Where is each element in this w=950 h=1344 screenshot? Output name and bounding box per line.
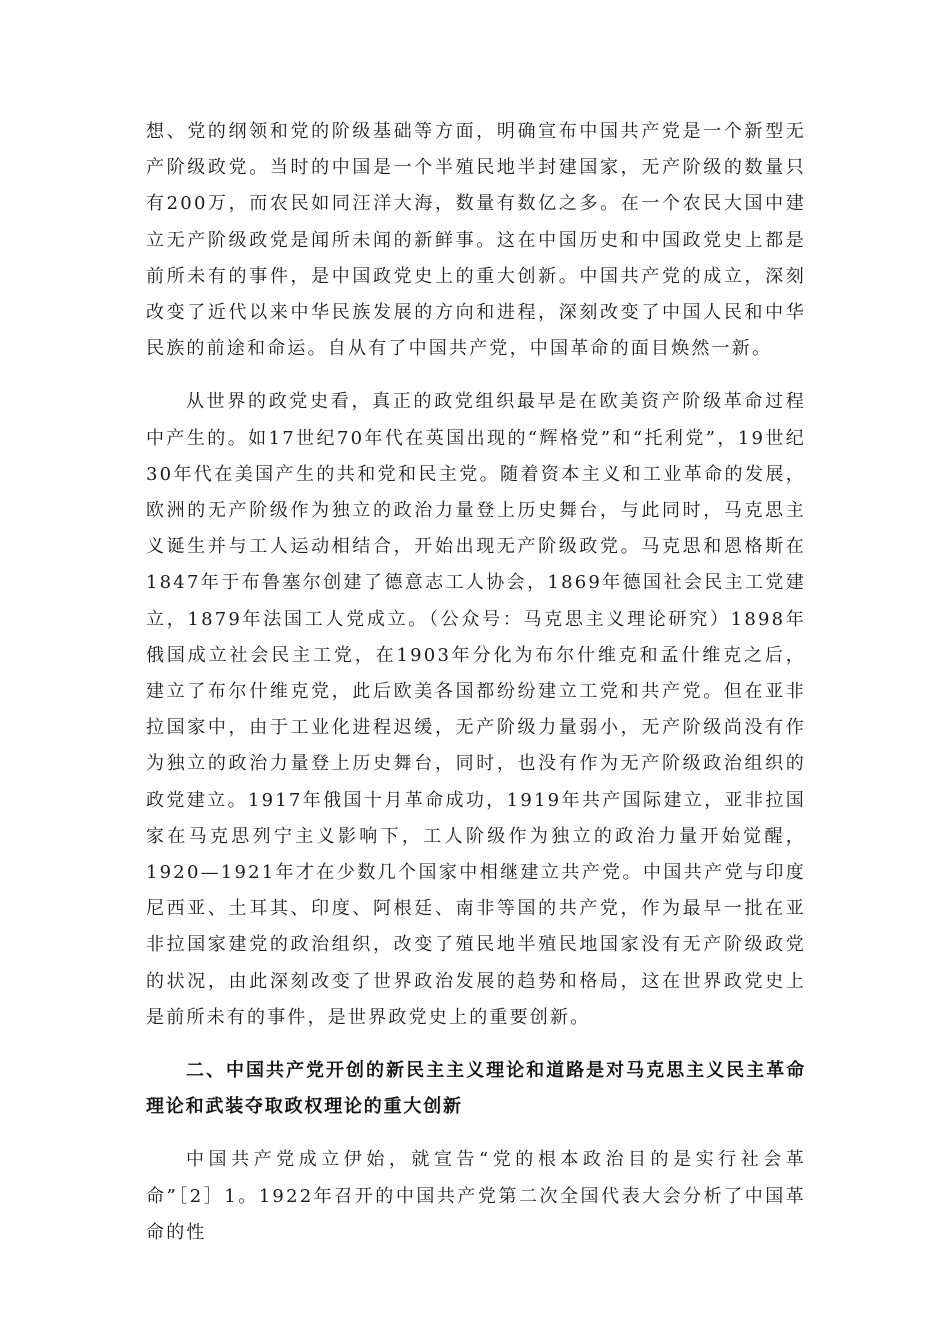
section-heading-2: 二、中国共产党开创的新民主主义理论和道路是对马克思主义民主革命理论和武装夺取政权理论的重大创新 xyxy=(146,1060,806,1118)
document-body xyxy=(146,114,806,1251)
paragraph-party-founding: 想、党的纲领和党的阶级基础等方面，明确宣布中国共产党是一个新型无产阶级政党。当时的中国是一个半殖民地半封建国家，无产阶级的数量只有200万，而农民如同汪洋大海，数量有数亿之多。在一个农民大国中建立无产阶级政党是闻所未闻的新鲜事。这在中国历史和中国政党史上都是前所未有的事件，是中国政党史上的重大创新。中国共产党的成立，深刻改变了近代以来中华民族发展的方向和进程，深刻改变了中国人民和中华民族的前途和命运。自从有了中国共产党，中国革命的面目焕然一新。 xyxy=(146,121,806,360)
paragraph-new-democracy: 中国共产党成立伊始，就宣告“党的根本政治目的是实行社会革命”［2］1。1922年召开的中国共产党第二次全国代表大会分析了中国革命的性 xyxy=(146,1149,806,1243)
paragraph-world-party-history: 从世界的政党史看，真正的政党组织最早是在欧美资产阶级革命过程中产生的。如17世纪70年代在英国出现的“辉格党”和“托利党”，19世纪30年代在美国产生的共和党和民主党。随着资本主义和工业革命的发展，欧洲的无产阶级作为独立的政治力量登上历史舞台，与此同时，马克思主义诞生并与工人运动相结合，开始出现无产阶级政党。马克思和恩格斯在1847年于布鲁塞尔创建了德意志工人协会，1869年德国社会民主工党建立，1879年法国工人党成立。（公众号：马克思主义理论研究）1898年俄国成立社会民主工党，在1903年分化为布尔什维克和孟什维克之后，建立了布尔什维克党，此后欧美各国都纷纷建立工党和共产党。但在亚非拉国家中，由于工业化进程迟缓，无产阶级力量弱小，无产阶级尚没有作为独立的政治力量登上历史舞台，同时，也没有作为无产阶级政治组织的政党建立。1917年俄国十月革命成功，1919年共产国际建立，亚非拉国家在马克思列宁主义影响下，工人阶级作为独立的政治力量开始觉醒，1920—1921年才在少数几个国家中相继建立共产党。中国共产党与印度尼西亚、土耳其、印度、阿根廷、南非等国的共产党，作为最早一批在亚非拉国家建党的政治组织，改变了殖民地半殖民地国家没有无产阶级政党的状况，由此深刻改变了世界政治发展的趋势和格局，这在世界政党史上是前所未有的事件，是世界政党史上的重要创新。 xyxy=(146,391,806,1028)
